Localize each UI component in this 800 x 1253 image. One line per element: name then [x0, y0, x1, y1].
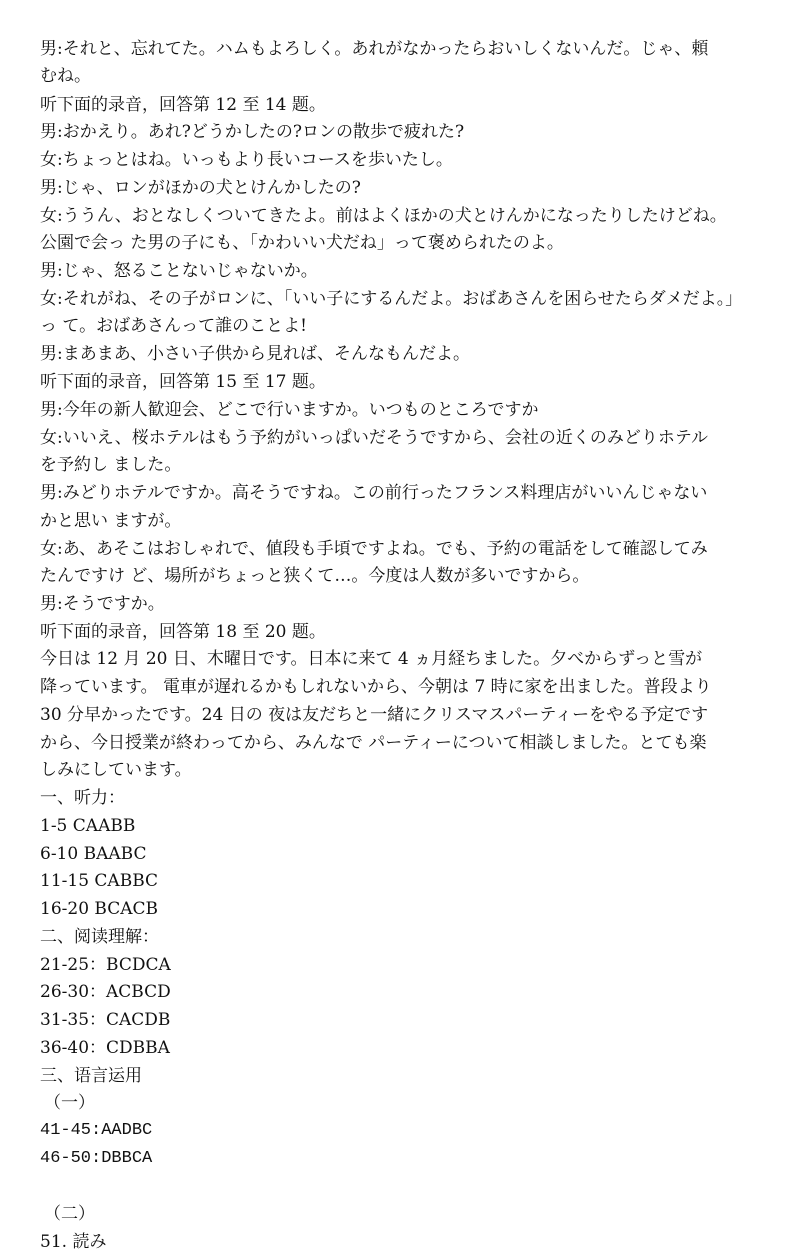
text-line: を予約し ました。 — [40, 455, 182, 475]
section-heading: 听下面的录音，回答第 18 至 20 题。 — [40, 622, 326, 642]
section-heading: 二、阅读理解： — [40, 927, 159, 947]
text-line: 公園で会っ た男の子にも、「かわいい犬だね」って褒められたのよ。 — [40, 233, 564, 253]
text-line: 降っています。 電車が遅れるかもしれないから、今朝は 7 時に家を出ました。普段より — [40, 677, 712, 697]
text-line: むね。 — [40, 66, 91, 86]
subsection-heading: （一） — [44, 1093, 95, 1113]
text-line: 男:みどりホテルですか。高そうですね。この前行ったフランス料理店がいいんじゃない — [40, 483, 708, 503]
text-line: 女:それがね、その子がロンに、「いい子にするんだよ。おばあさんを困らせたらダメだよ。」 — [40, 289, 743, 309]
text-line: 今日は 12 月 20 日、木曜日です。日本に来て 4 ヵ月経ちました。夕べからずっと雪が — [40, 649, 703, 669]
text-line: っ て。おばあさんって誰のことよ! — [40, 316, 307, 336]
answer-line: 41-45:AADBC — [40, 1121, 153, 1140]
text-line: たんですけ ど、場所がちょっと狭くて…。今度は人数が多いですから。 — [40, 566, 590, 586]
answer-line: 36-40：CDBBA — [40, 1038, 170, 1058]
answer-line: 46-50:DBBCA — [40, 1149, 153, 1168]
text-line: しみにしています。 — [40, 760, 192, 780]
answer-line: 11-15 CABBC — [40, 871, 159, 891]
section-heading: 一、听力： — [40, 788, 125, 808]
text-line: 男:じゃ、ロンがほかの犬とけんかしたの? — [40, 178, 361, 198]
text-line: から、今日授業が終わってから、みんなで パーティーについて相談しました。とても楽 — [40, 733, 707, 753]
section-heading: 三、语言运用 — [40, 1066, 142, 1086]
answer-line: 26-30：ACBCD — [40, 982, 171, 1002]
text-line: 女:あ、あそこはおしゃれで、値段も手頃ですよね。でも、予約の電話をして確認してみ — [40, 539, 708, 559]
text-line: 男:そうですか。 — [40, 594, 165, 614]
section-heading: 听下面的录音，回答第 12 至 14 题。 — [40, 95, 326, 115]
section-heading: 听下面的录音，回答第 15 至 17 题。 — [40, 372, 326, 392]
answer-line: 16-20 BCACB — [40, 899, 159, 919]
text-line: 女:いいえ、桜ホテルはもう予約がいっぱいだそうですから、会社の近くのみどりホテル — [40, 428, 709, 448]
answer-line: 6-10 BAABC — [40, 844, 147, 864]
text-line: 女:ううん、おとなしくついてきたよ。前はよくほかの犬とけんかになったりしたけどね。 — [40, 206, 727, 226]
text-line: 30 分早かったです。24 日の 夜は友だちと一緒にクリスマスパーティーをやる予定です — [40, 705, 709, 725]
answer-line: 21-25：BCDCA — [40, 955, 171, 975]
text-line: 男:今年の新人歓迎会、どこで行いますか。いつものところですか — [40, 400, 539, 420]
text-line: 女:ちょっとはね。いっもより長いコースを歩いたし。 — [40, 150, 453, 170]
text-line: 男:おかえり。あれ?どうかしたの?ロンの散歩で疲れた? — [40, 122, 465, 142]
text-line: 男:まあまあ、小さい子供から見れば、そんなもんだよ。 — [40, 344, 471, 364]
text-line: かと思い ますが。 — [40, 511, 182, 531]
answer-line: 31-35：CACDB — [40, 1010, 171, 1030]
answer-line: 1-5 CAABB — [40, 816, 136, 836]
text-line: 男:それと、忘れてた。ハムもよろしく。あれがなかったらおいしくないんだ。じゃ、頼 — [40, 39, 709, 59]
subsection-heading: （二） — [44, 1204, 95, 1224]
text-line: 男:じゃ、怒ることないじゃないか。 — [40, 261, 318, 281]
text-line: 51. 読み — [40, 1232, 107, 1252]
